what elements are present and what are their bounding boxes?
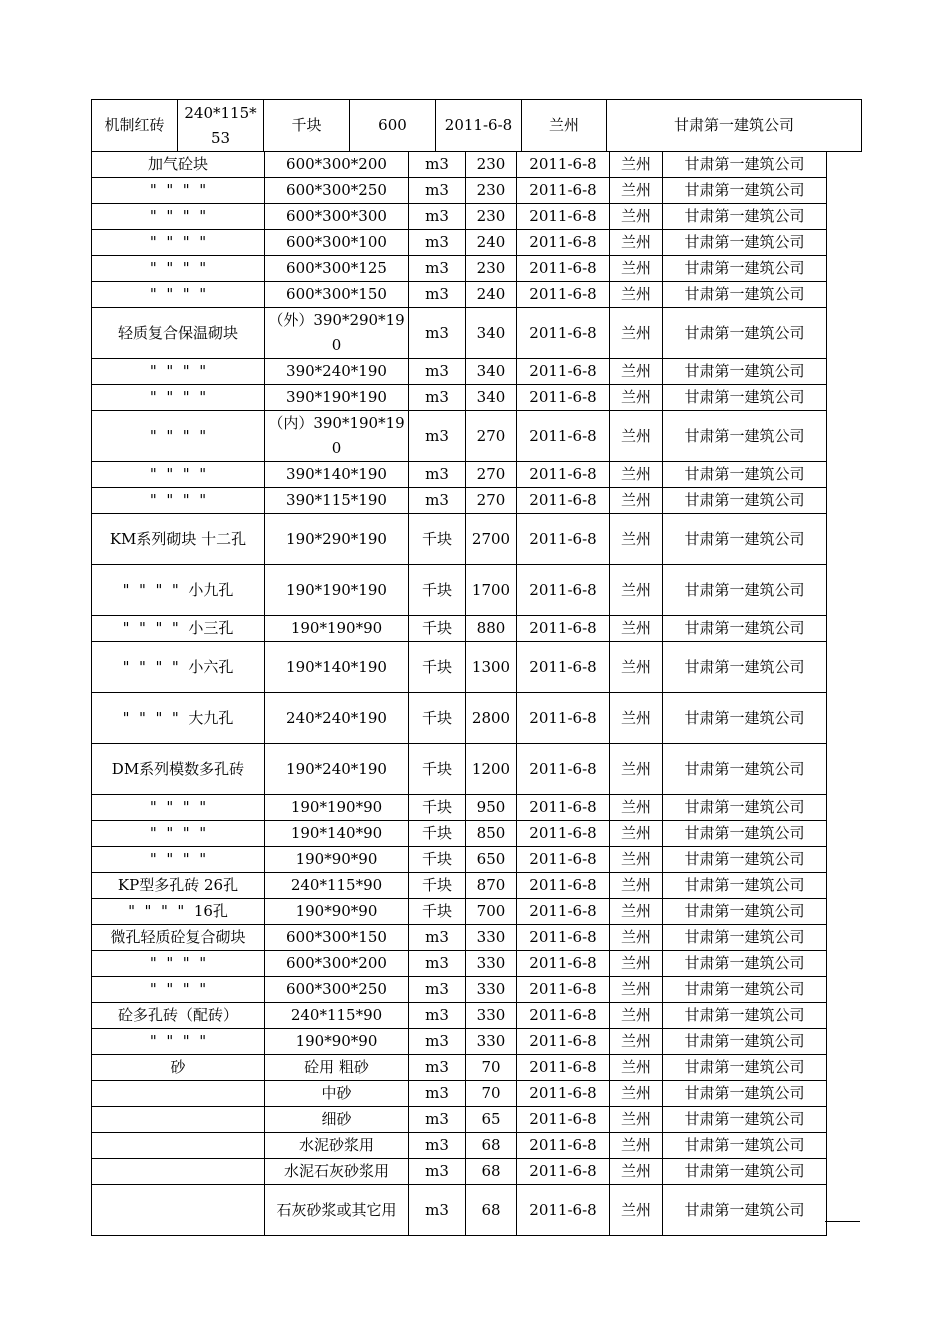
price-cell: 68 [466, 1133, 517, 1159]
spec-cell: 240*115*90 [265, 1003, 409, 1029]
price-cell: 650 [466, 847, 517, 873]
price-cell: 65 [466, 1107, 517, 1133]
city-cell: 兰州 [610, 308, 663, 359]
material-name-cell: " " " " 16孔 [92, 899, 265, 925]
table-row [92, 256, 827, 282]
table-row [92, 1055, 827, 1081]
company-cell: 甘肃第一建筑公司 [663, 462, 827, 488]
spec-cell: 600*300*250 [265, 178, 409, 204]
spec-cell: 600*300*200 [265, 152, 409, 178]
material-name-cell: " " " " [92, 204, 265, 230]
material-name-cell: 微孔轻质砼复合砌块 [92, 925, 265, 951]
table-row [92, 488, 827, 514]
city-cell: 兰州 [610, 230, 663, 256]
date-cell: 2011-6-8 [517, 1003, 610, 1029]
company-cell: 甘肃第一建筑公司 [663, 204, 827, 230]
material-name-cell: " " " " [92, 385, 265, 411]
unit-cell: m3 [409, 230, 466, 256]
date-cell: 2011-6-8 [436, 100, 522, 152]
table-row [92, 795, 827, 821]
spec-cell: 190*190*190 [265, 565, 409, 616]
material-name-cell: KM系列砌块 十二孔 [92, 514, 265, 565]
material-name-cell: 轻质复合保温砌块 [92, 308, 265, 359]
material-name-cell: DM系列模数多孔砖 [92, 744, 265, 795]
table-row [92, 642, 827, 693]
date-cell: 2011-6-8 [517, 385, 610, 411]
price-cell: 1700 [466, 565, 517, 616]
material-name-cell: " " " " [92, 178, 265, 204]
date-cell: 2011-6-8 [517, 977, 610, 1003]
date-cell: 2011-6-8 [517, 1081, 610, 1107]
city-cell: 兰州 [610, 488, 663, 514]
date-cell: 2011-6-8 [517, 514, 610, 565]
table-row [92, 1159, 827, 1185]
city-cell: 兰州 [610, 1159, 663, 1185]
material-name-cell: " " " " [92, 821, 265, 847]
city-cell: 兰州 [610, 565, 663, 616]
date-cell: 2011-6-8 [517, 230, 610, 256]
unit-cell: 千块 [409, 642, 466, 693]
unit-cell: 千块 [409, 514, 466, 565]
city-cell: 兰州 [610, 1003, 663, 1029]
table-row [92, 1185, 827, 1236]
spec-cell: 600*300*125 [265, 256, 409, 282]
spec-cell: 190*240*190 [265, 744, 409, 795]
material-name-cell: " " " " [92, 282, 265, 308]
city-cell: 兰州 [610, 977, 663, 1003]
city-cell: 兰州 [610, 744, 663, 795]
unit-cell: m3 [409, 1003, 466, 1029]
date-cell: 2011-6-8 [517, 565, 610, 616]
unit-cell: m3 [409, 1055, 466, 1081]
city-cell: 兰州 [610, 1107, 663, 1133]
date-cell: 2011-6-8 [517, 1055, 610, 1081]
table-row [92, 925, 827, 951]
table-row [92, 178, 827, 204]
table-row [92, 847, 827, 873]
material-name-cell [92, 1107, 265, 1133]
city-cell: 兰州 [610, 795, 663, 821]
company-cell: 甘肃第一建筑公司 [663, 230, 827, 256]
table-bottom-rule [825, 1221, 860, 1222]
price-cell: 2700 [466, 514, 517, 565]
company-cell: 甘肃第一建筑公司 [663, 899, 827, 925]
unit-cell: m3 [409, 1029, 466, 1055]
city-cell: 兰州 [610, 951, 663, 977]
city-cell: 兰州 [610, 847, 663, 873]
spec-cell: 中砂 [265, 1081, 409, 1107]
table-row [92, 514, 827, 565]
unit-cell: m3 [409, 1159, 466, 1185]
price-cell: 330 [466, 925, 517, 951]
price-cell: 270 [466, 411, 517, 462]
price-cell: 340 [466, 385, 517, 411]
spec-cell: 600*300*150 [265, 282, 409, 308]
city-cell: 兰州 [610, 1081, 663, 1107]
city-cell: 兰州 [610, 873, 663, 899]
table-row [92, 1029, 827, 1055]
unit-cell: m3 [409, 385, 466, 411]
company-cell: 甘肃第一建筑公司 [663, 308, 827, 359]
table-row [92, 744, 827, 795]
unit-cell: m3 [409, 925, 466, 951]
date-cell: 2011-6-8 [517, 925, 610, 951]
material-name-cell: " " " " 小三孔 [92, 616, 265, 642]
unit-cell: m3 [409, 488, 466, 514]
table-row [92, 100, 862, 152]
spec-cell: 190*140*90 [265, 821, 409, 847]
unit-cell: m3 [409, 1107, 466, 1133]
company-cell: 甘肃第一建筑公司 [663, 873, 827, 899]
city-cell: 兰州 [610, 642, 663, 693]
city-cell: 兰州 [610, 462, 663, 488]
spec-cell: 190*90*90 [265, 899, 409, 925]
table-row [92, 821, 827, 847]
table-row [92, 1003, 827, 1029]
price-cell: 1200 [466, 744, 517, 795]
city-cell: 兰州 [610, 411, 663, 462]
price-cell: 340 [466, 308, 517, 359]
unit-cell: 千块 [409, 899, 466, 925]
price-cell: 340 [466, 359, 517, 385]
price-cell: 330 [466, 1029, 517, 1055]
date-cell: 2011-6-8 [517, 152, 610, 178]
company-cell: 甘肃第一建筑公司 [663, 616, 827, 642]
spec-cell: 390*240*190 [265, 359, 409, 385]
unit-cell: m3 [409, 152, 466, 178]
unit-cell: m3 [409, 359, 466, 385]
date-cell: 2011-6-8 [517, 795, 610, 821]
city-cell: 兰州 [610, 1133, 663, 1159]
table-row [92, 359, 827, 385]
main-price-table [91, 151, 827, 1236]
table-row [92, 1133, 827, 1159]
price-cell: 270 [466, 462, 517, 488]
material-name-cell [92, 1081, 265, 1107]
company-cell: 甘肃第一建筑公司 [663, 1029, 827, 1055]
price-cell: 700 [466, 899, 517, 925]
table-row [92, 899, 827, 925]
price-cell: 68 [466, 1185, 517, 1236]
price-cell: 230 [466, 152, 517, 178]
price-cell: 330 [466, 1003, 517, 1029]
company-cell: 甘肃第一建筑公司 [663, 1107, 827, 1133]
spec-cell: 190*90*90 [265, 1029, 409, 1055]
table-row [92, 282, 827, 308]
date-cell: 2011-6-8 [517, 847, 610, 873]
table-row [92, 230, 827, 256]
date-cell: 2011-6-8 [517, 1185, 610, 1236]
material-name-cell: " " " " [92, 359, 265, 385]
company-cell: 甘肃第一建筑公司 [663, 359, 827, 385]
spec-cell: （外）390*290*190 [265, 308, 409, 359]
company-cell: 甘肃第一建筑公司 [663, 795, 827, 821]
price-cell: 2800 [466, 693, 517, 744]
material-name-cell: " " " " [92, 488, 265, 514]
table-row [92, 152, 827, 178]
company-cell: 甘肃第一建筑公司 [663, 1159, 827, 1185]
date-cell: 2011-6-8 [517, 616, 610, 642]
spec-cell: 390*190*190 [265, 385, 409, 411]
company-cell: 甘肃第一建筑公司 [607, 100, 862, 152]
date-cell: 2011-6-8 [517, 821, 610, 847]
price-cell: 880 [466, 616, 517, 642]
date-cell: 2011-6-8 [517, 693, 610, 744]
date-cell: 2011-6-8 [517, 308, 610, 359]
material-name-cell: 机制红砖 [92, 100, 178, 152]
unit-cell: m3 [409, 282, 466, 308]
table-row [92, 616, 827, 642]
unit-cell: 千块 [409, 744, 466, 795]
spec-cell: 240*115*53 [178, 100, 264, 152]
price-cell: 950 [466, 795, 517, 821]
company-cell: 甘肃第一建筑公司 [663, 282, 827, 308]
material-name-cell: " " " " [92, 847, 265, 873]
price-cell: 330 [466, 951, 517, 977]
spec-cell: 190*140*190 [265, 642, 409, 693]
unit-cell: 千块 [409, 616, 466, 642]
company-cell: 甘肃第一建筑公司 [663, 256, 827, 282]
city-cell: 兰州 [610, 925, 663, 951]
date-cell: 2011-6-8 [517, 1159, 610, 1185]
spec-cell: 600*300*300 [265, 204, 409, 230]
material-name-cell: " " " " [92, 230, 265, 256]
spec-cell: 砼用 粗砂 [265, 1055, 409, 1081]
material-name-cell: " " " " [92, 795, 265, 821]
company-cell: 甘肃第一建筑公司 [663, 411, 827, 462]
material-name-cell [92, 1133, 265, 1159]
table-row [92, 462, 827, 488]
unit-cell: m3 [409, 178, 466, 204]
unit-cell: m3 [409, 462, 466, 488]
date-cell: 2011-6-8 [517, 1029, 610, 1055]
table-row [92, 385, 827, 411]
price-cell: 600 [350, 100, 436, 152]
price-cell: 230 [466, 256, 517, 282]
unit-cell: 千块 [409, 847, 466, 873]
material-name-cell: " " " " 小六孔 [92, 642, 265, 693]
material-name-cell: " " " " [92, 977, 265, 1003]
city-cell: 兰州 [610, 385, 663, 411]
material-name-cell: " " " " [92, 462, 265, 488]
date-cell: 2011-6-8 [517, 178, 610, 204]
date-cell: 2011-6-8 [517, 204, 610, 230]
spec-cell: 600*300*150 [265, 925, 409, 951]
unit-cell: m3 [409, 951, 466, 977]
company-cell: 甘肃第一建筑公司 [663, 1185, 827, 1236]
spec-cell: 600*300*250 [265, 977, 409, 1003]
unit-cell: m3 [409, 204, 466, 230]
unit-cell: 千块 [264, 100, 350, 152]
company-cell: 甘肃第一建筑公司 [663, 744, 827, 795]
spec-cell: 水泥砂浆用 [265, 1133, 409, 1159]
spec-cell: 水泥石灰砂浆用 [265, 1159, 409, 1185]
city-cell: 兰州 [610, 1185, 663, 1236]
table-row [92, 977, 827, 1003]
company-cell: 甘肃第一建筑公司 [663, 565, 827, 616]
material-name-cell: " " " " 大九孔 [92, 693, 265, 744]
spec-cell: 石灰砂浆或其它用 [265, 1185, 409, 1236]
spec-cell: （内）390*190*190 [265, 411, 409, 462]
spec-cell: 240*240*190 [265, 693, 409, 744]
material-name-cell: " " " " [92, 256, 265, 282]
spec-cell: 600*300*200 [265, 951, 409, 977]
company-cell: 甘肃第一建筑公司 [663, 488, 827, 514]
company-cell: 甘肃第一建筑公司 [663, 847, 827, 873]
date-cell: 2011-6-8 [517, 282, 610, 308]
spec-cell: 240*115*90 [265, 873, 409, 899]
material-name-cell: KP型多孔砖 26孔 [92, 873, 265, 899]
spec-cell: 390*140*190 [265, 462, 409, 488]
price-cell: 240 [466, 230, 517, 256]
date-cell: 2011-6-8 [517, 359, 610, 385]
spec-cell: 390*115*190 [265, 488, 409, 514]
company-cell: 甘肃第一建筑公司 [663, 951, 827, 977]
date-cell: 2011-6-8 [517, 488, 610, 514]
spec-cell: 190*90*90 [265, 847, 409, 873]
material-name-cell: " " " " 小九孔 [92, 565, 265, 616]
top-price-table [91, 99, 862, 152]
city-cell: 兰州 [610, 359, 663, 385]
company-cell: 甘肃第一建筑公司 [663, 1081, 827, 1107]
date-cell: 2011-6-8 [517, 744, 610, 795]
city-cell: 兰州 [610, 282, 663, 308]
price-cell: 870 [466, 873, 517, 899]
table-row [92, 693, 827, 744]
unit-cell: m3 [409, 1185, 466, 1236]
spec-cell: 190*190*90 [265, 795, 409, 821]
unit-cell: m3 [409, 1081, 466, 1107]
table-row [92, 308, 827, 359]
date-cell: 2011-6-8 [517, 899, 610, 925]
price-cell: 850 [466, 821, 517, 847]
city-cell: 兰州 [610, 693, 663, 744]
material-name-cell: " " " " [92, 951, 265, 977]
material-name-cell [92, 1185, 265, 1236]
price-cell: 70 [466, 1055, 517, 1081]
unit-cell: m3 [409, 308, 466, 359]
unit-cell: m3 [409, 1133, 466, 1159]
city-cell: 兰州 [610, 256, 663, 282]
city-cell: 兰州 [610, 1029, 663, 1055]
table-row [92, 565, 827, 616]
table-row [92, 951, 827, 977]
spec-cell: 600*300*100 [265, 230, 409, 256]
date-cell: 2011-6-8 [517, 1133, 610, 1159]
company-cell: 甘肃第一建筑公司 [663, 152, 827, 178]
city-cell: 兰州 [610, 514, 663, 565]
price-cell: 230 [466, 178, 517, 204]
price-cell: 1300 [466, 642, 517, 693]
city-cell: 兰州 [610, 899, 663, 925]
company-cell: 甘肃第一建筑公司 [663, 925, 827, 951]
city-cell: 兰州 [610, 821, 663, 847]
unit-cell: 千块 [409, 795, 466, 821]
date-cell: 2011-6-8 [517, 411, 610, 462]
company-cell: 甘肃第一建筑公司 [663, 642, 827, 693]
company-cell: 甘肃第一建筑公司 [663, 693, 827, 744]
date-cell: 2011-6-8 [517, 256, 610, 282]
city-cell: 兰州 [610, 204, 663, 230]
unit-cell: m3 [409, 411, 466, 462]
date-cell: 2011-6-8 [517, 642, 610, 693]
table-row [92, 411, 827, 462]
unit-cell: m3 [409, 977, 466, 1003]
price-cell: 240 [466, 282, 517, 308]
material-name-cell: 砂 [92, 1055, 265, 1081]
table-row [92, 1107, 827, 1133]
price-cell: 330 [466, 977, 517, 1003]
price-cell: 68 [466, 1159, 517, 1185]
spec-cell: 190*290*190 [265, 514, 409, 565]
city-cell: 兰州 [610, 178, 663, 204]
material-name-cell: 加气砼块 [92, 152, 265, 178]
company-cell: 甘肃第一建筑公司 [663, 1133, 827, 1159]
price-cell: 230 [466, 204, 517, 230]
unit-cell: 千块 [409, 821, 466, 847]
unit-cell: m3 [409, 256, 466, 282]
company-cell: 甘肃第一建筑公司 [663, 821, 827, 847]
date-cell: 2011-6-8 [517, 873, 610, 899]
company-cell: 甘肃第一建筑公司 [663, 178, 827, 204]
material-name-cell: 砼多孔砖（配砖） [92, 1003, 265, 1029]
company-cell: 甘肃第一建筑公司 [663, 1003, 827, 1029]
spec-cell: 细砂 [265, 1107, 409, 1133]
spec-cell: 190*190*90 [265, 616, 409, 642]
city-cell: 兰州 [522, 100, 607, 152]
unit-cell: 千块 [409, 565, 466, 616]
table-row [92, 873, 827, 899]
company-cell: 甘肃第一建筑公司 [663, 514, 827, 565]
company-cell: 甘肃第一建筑公司 [663, 385, 827, 411]
date-cell: 2011-6-8 [517, 462, 610, 488]
table-row [92, 204, 827, 230]
table-row [92, 1081, 827, 1107]
material-name-cell: " " " " [92, 411, 265, 462]
price-cell: 70 [466, 1081, 517, 1107]
material-name-cell: " " " " [92, 1029, 265, 1055]
company-cell: 甘肃第一建筑公司 [663, 977, 827, 1003]
city-cell: 兰州 [610, 1055, 663, 1081]
date-cell: 2011-6-8 [517, 951, 610, 977]
unit-cell: 千块 [409, 693, 466, 744]
city-cell: 兰州 [610, 616, 663, 642]
company-cell: 甘肃第一建筑公司 [663, 1055, 827, 1081]
price-cell: 270 [466, 488, 517, 514]
date-cell: 2011-6-8 [517, 1107, 610, 1133]
city-cell: 兰州 [610, 152, 663, 178]
unit-cell: 千块 [409, 873, 466, 899]
material-name-cell [92, 1159, 265, 1185]
